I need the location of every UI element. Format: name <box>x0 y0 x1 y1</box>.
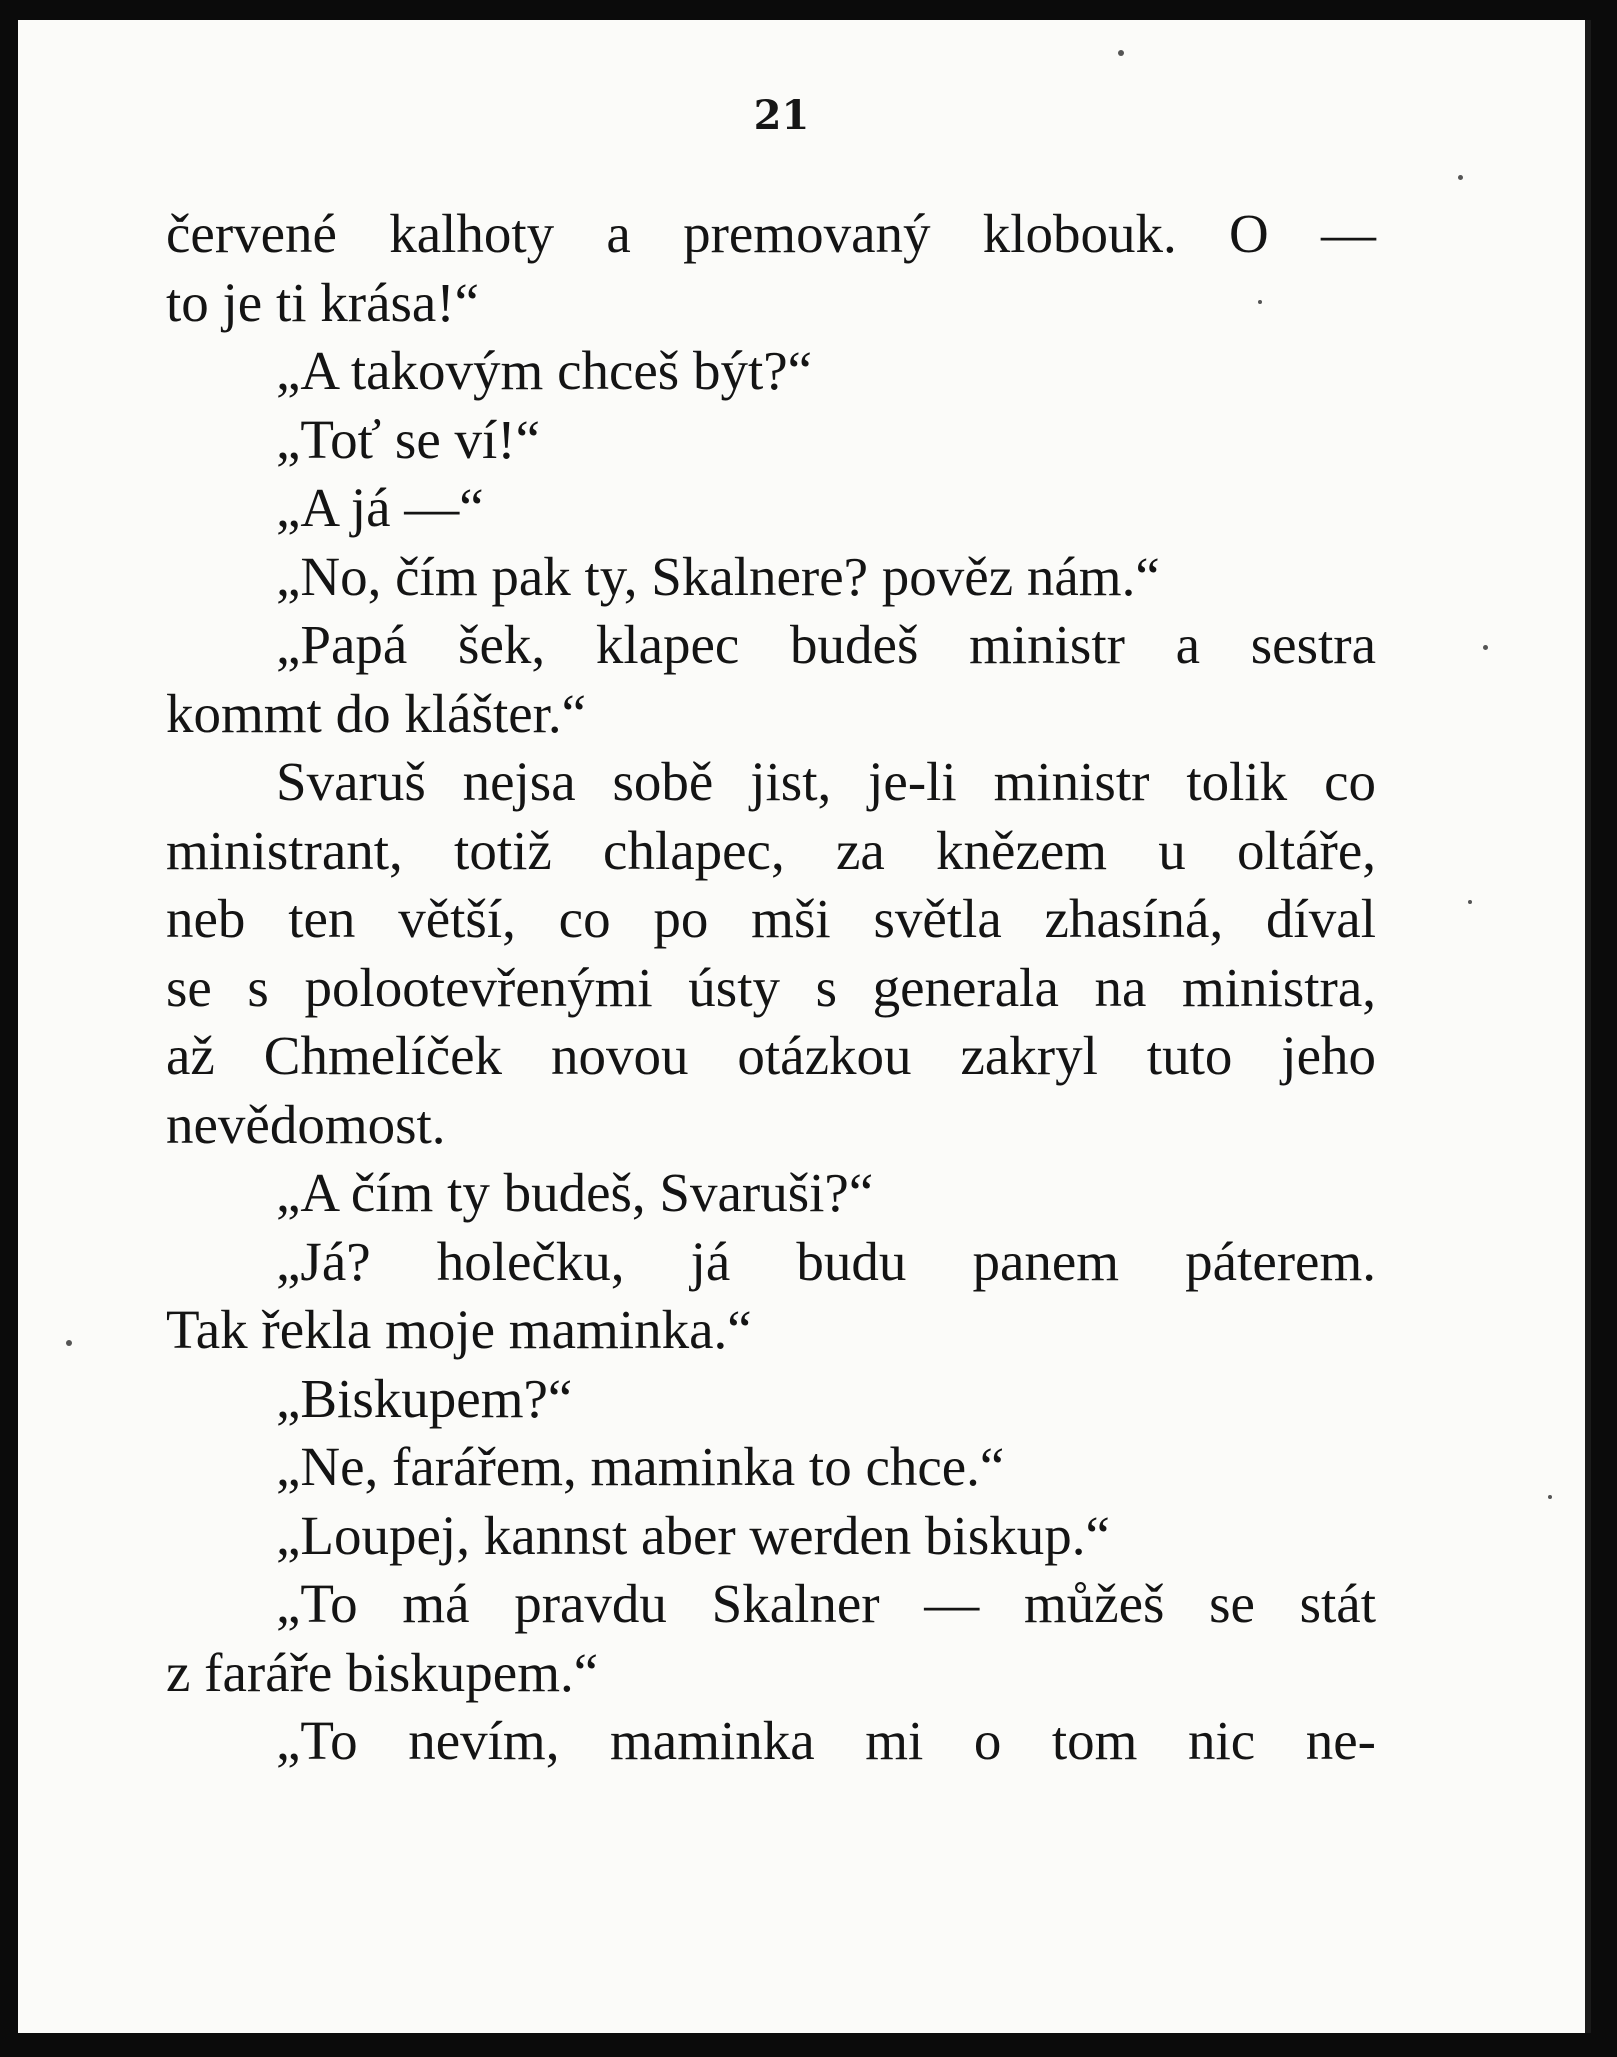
text-line: „Biskupem?“ <box>276 1367 573 1429</box>
text-line: „To má pravdu Skalner — můžeš se stát <box>276 1573 1376 1634</box>
book-page <box>18 20 1591 2033</box>
text-line: „Papá šek, klapec budeš ministr a sestra <box>276 614 1376 675</box>
text-line: z faráře biskupem.“ <box>166 1641 599 1703</box>
text-line: se s polootevřenými ústy s generala na ministra, <box>166 956 1376 1018</box>
text-line: Tak řekla moje maminka.“ <box>166 1299 752 1360</box>
scan-speck <box>66 1340 72 1346</box>
text-line: ministrant, totiž chlapec, za knězem u oltáře, <box>166 819 1376 881</box>
text-line: „No, čím pak ty, Skalnere? pověz nám.“ <box>276 545 1160 607</box>
text-line: kommt do klášter.“ <box>166 682 587 744</box>
text-line: Svaruš nejsa sobě jist, je-li ministr tolik co <box>276 751 1376 812</box>
text-line: „To nevím, maminka mi o tom nic ne- <box>276 1710 1376 1771</box>
text-line: to je ti krása!“ <box>166 271 480 333</box>
scan-speck <box>1483 645 1488 650</box>
text-line: až Chmelíček novou otázkou zakryl tuto jeho <box>166 1025 1376 1086</box>
scan-speck <box>1548 1495 1552 1499</box>
text-line: neb ten větší, co po mši světla zhasíná, díval <box>166 888 1376 949</box>
text-line: „A takovým chceš být?“ <box>276 340 813 401</box>
body-text <box>166 200 1376 1776</box>
text-line: „Toť se ví!“ <box>276 408 540 470</box>
scan-speck <box>1258 300 1262 304</box>
text-line: „Já? holečku, já budu panem páterem. <box>276 1230 1376 1292</box>
scan-speck <box>1458 175 1463 180</box>
text-line: nevědomost. <box>166 1093 446 1155</box>
text-line: „A já —“ <box>276 477 484 538</box>
scan-speck <box>1118 50 1124 56</box>
text-line: „Ne, farářem, maminka to chce.“ <box>276 1436 1005 1497</box>
page-number: 21 <box>753 92 810 139</box>
text-line: „A čím ty budeš, Svaruši?“ <box>276 1162 874 1223</box>
text-line: červené kalhoty a premovaný klobouk. O — <box>166 203 1376 264</box>
scan-speck <box>1468 900 1472 904</box>
text-line: „Loupej, kannst aber werden biskup.“ <box>276 1504 1110 1566</box>
